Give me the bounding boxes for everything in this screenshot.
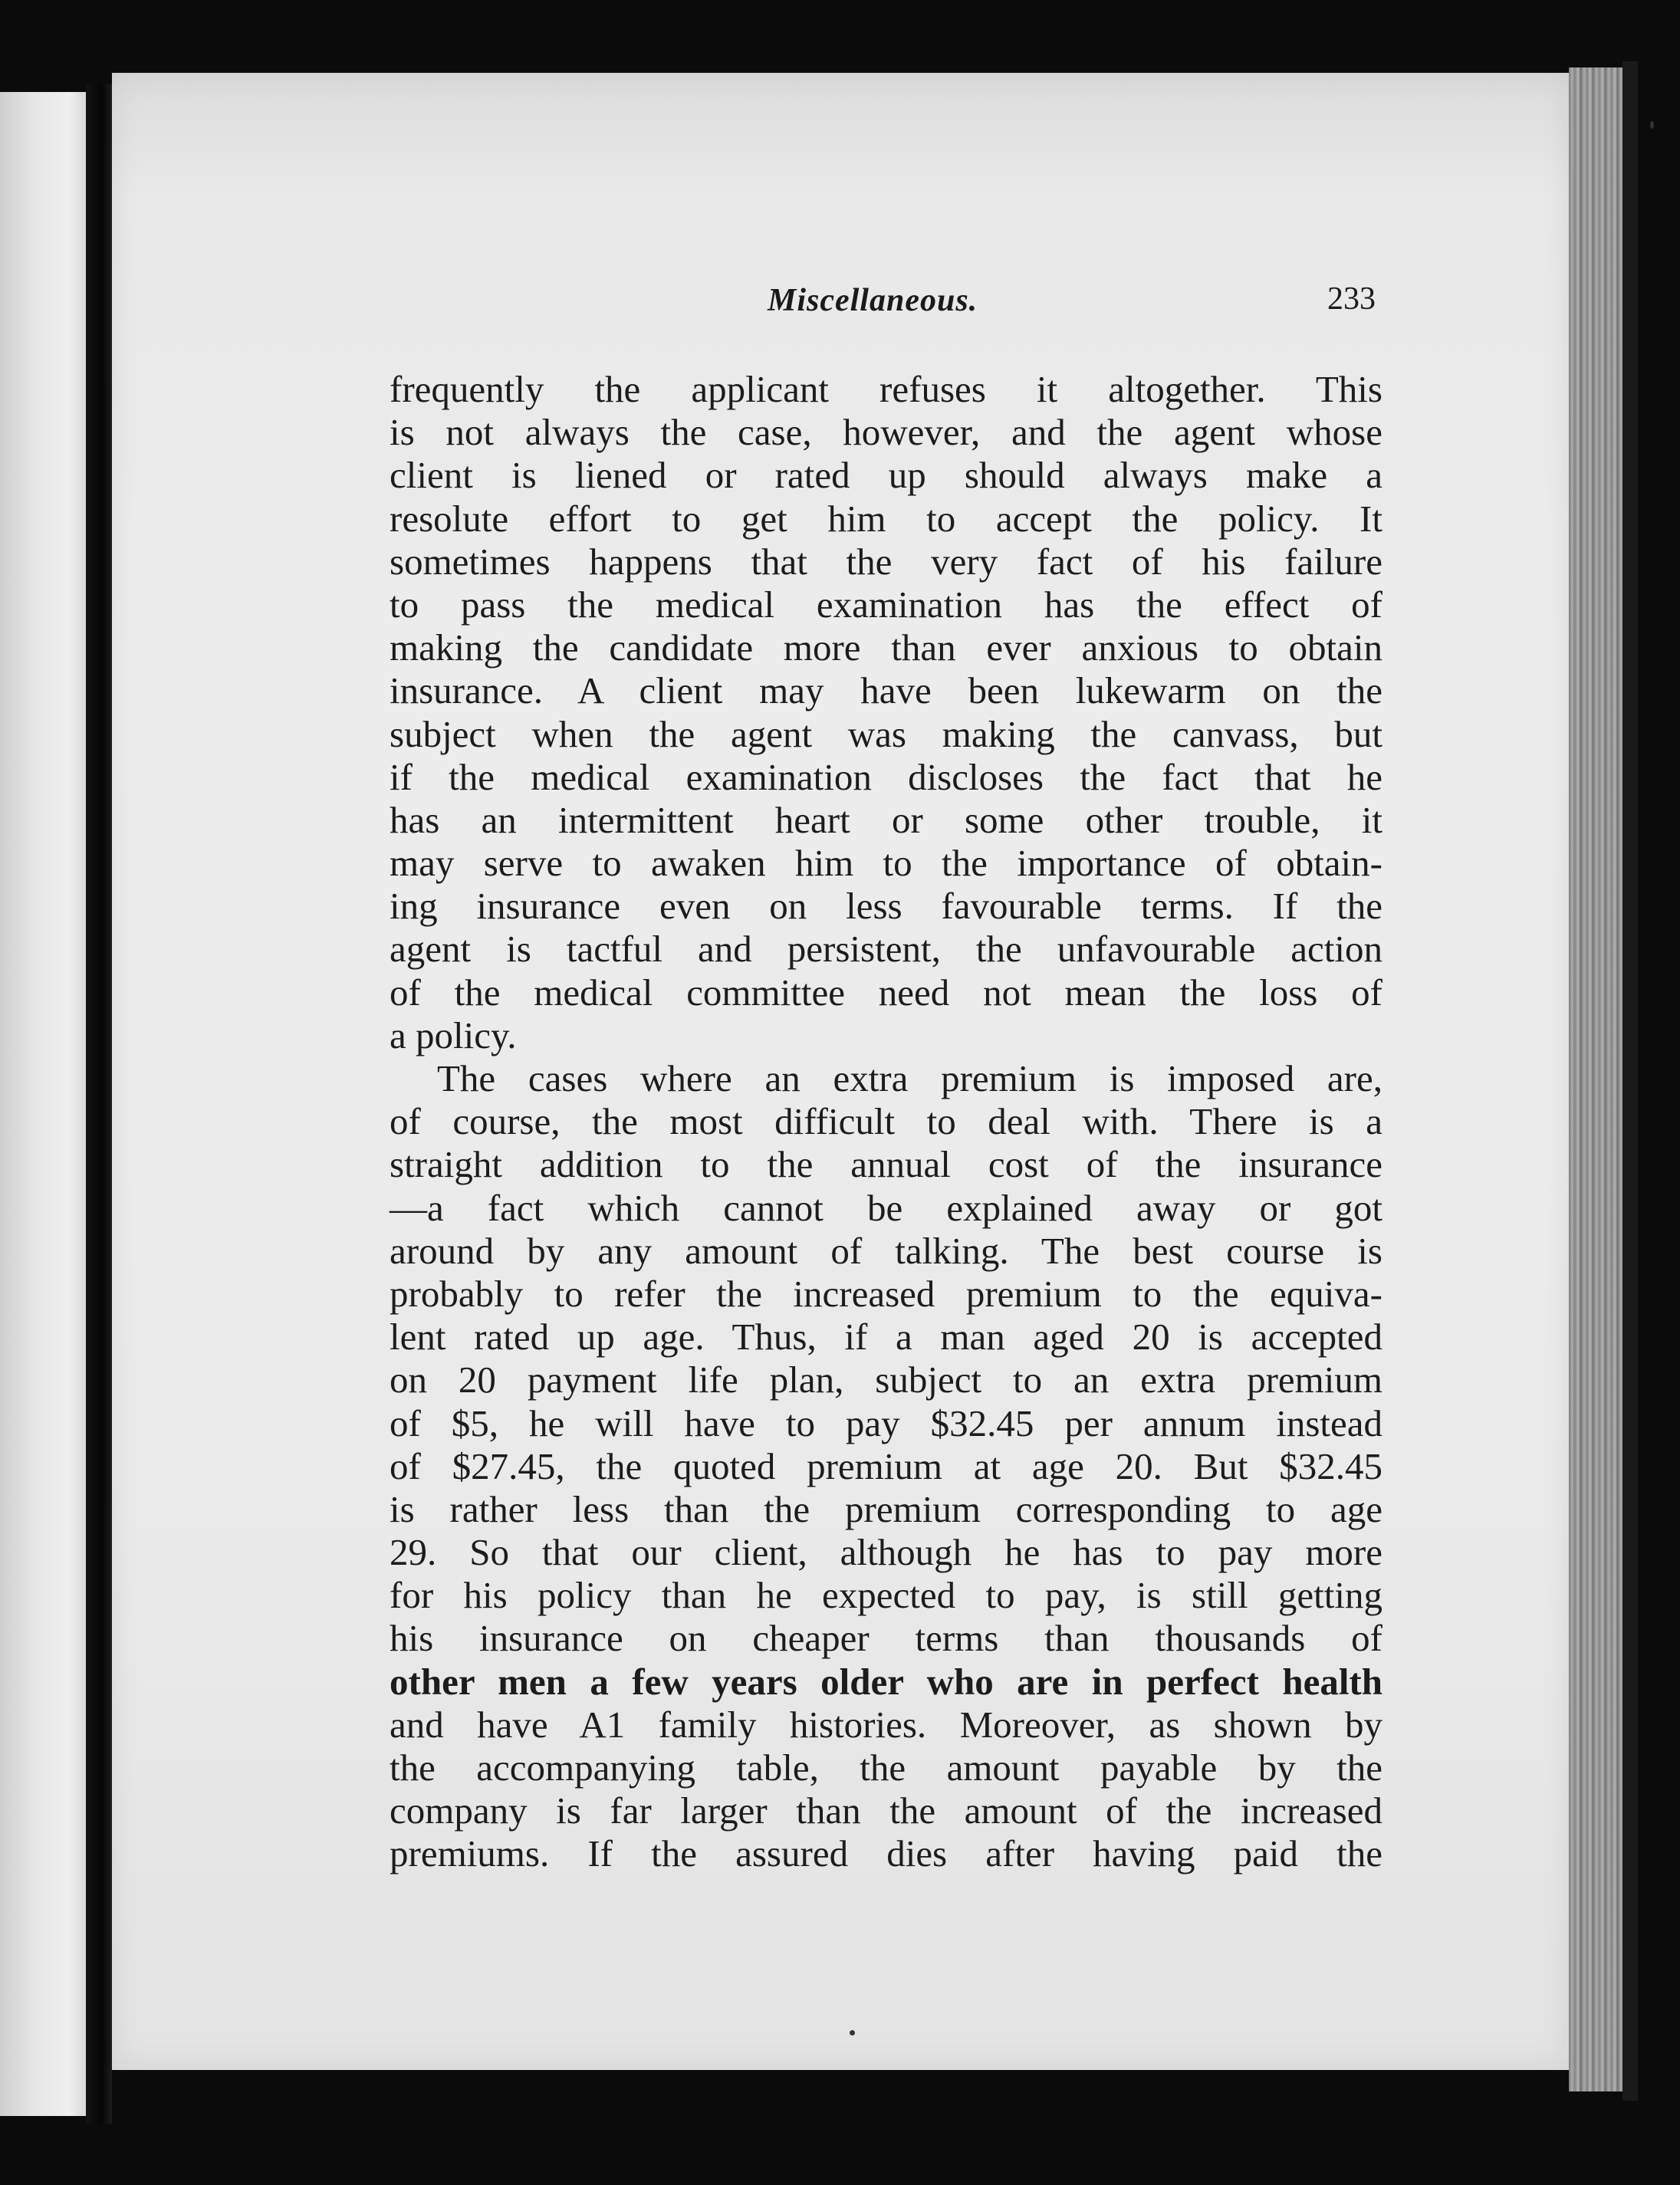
text-line: premiums. If the assured dies after having paid the <box>390 1832 1382 1875</box>
text-line: 29. So that our client, although he has to pay more <box>390 1531 1382 1574</box>
text-line: of course, the most difficult to deal with. There is a <box>390 1100 1382 1143</box>
text-line: probably to refer the increased premium to the equiva- <box>390 1272 1382 1315</box>
text-line: The cases where an extra premium is imposed are, <box>437 1057 1382 1099</box>
facing-page-edge <box>0 92 86 2116</box>
text-line: to pass the medical examination has the effect of <box>390 583 1382 626</box>
text-line: is rather less than the premium corresponding to age <box>390 1487 1382 1530</box>
page-speck <box>1650 121 1654 129</box>
running-head <box>112 282 1569 328</box>
text-line: and have A1 family histories. Moreover, as shown by <box>390 1703 1382 1746</box>
text-line: for his policy than he expected to pay, is still getting <box>390 1574 1382 1617</box>
book-gutter <box>86 84 112 2124</box>
text-line: lent rated up age. Thus, if a man aged 20 is accepted <box>390 1316 1382 1359</box>
text-line: straight addition to the annual cost of the insurance <box>390 1143 1382 1186</box>
text-line: is not always the case, however, and the agent whose <box>390 411 1382 454</box>
text-line: subject when the agent was making the canvass, but <box>390 712 1382 755</box>
text-line: of the medical committee need not mean the loss of <box>390 971 1382 1014</box>
text-line: on 20 payment life plan, subject to an extra premium <box>390 1359 1382 1401</box>
text-line: his insurance on cheaper terms than thousands of <box>390 1617 1382 1660</box>
text-line: resolute effort to get him to accept the policy. It <box>390 497 1382 540</box>
text-line: frequently the applicant refuses it altogether. This <box>390 368 1382 410</box>
text-line: of $5, he will have to pay $32.45 per annum instead <box>390 1401 1382 1444</box>
text-line: agent is tactful and persistent, the unfavourable action <box>390 928 1382 971</box>
text-line: has an intermittent heart or some other trouble, it <box>390 798 1382 841</box>
page-edge-shadow <box>1622 61 1638 2101</box>
text-line: of $27.45, the quoted premium at age 20. But $32.45 <box>390 1444 1382 1487</box>
text-line: making the candidate more than ever anxious to obtain <box>390 626 1382 669</box>
text-line: company is far larger than the amount of the increased <box>390 1789 1382 1832</box>
text-line: ing insurance even on less favourable terms. If the <box>390 885 1382 928</box>
text-line: client is liened or rated up should always make a <box>390 454 1382 497</box>
text-line: if the medical examination discloses the fact that he <box>390 755 1382 798</box>
text-line: insurance. A client may have been lukewarm on the <box>390 669 1382 712</box>
page-speck <box>850 2030 855 2036</box>
text-line: may serve to awaken him to the importance of obtain- <box>390 842 1382 885</box>
page-number: 233 <box>1327 281 1376 317</box>
text-line: the accompanying table, the amount payable by the <box>390 1746 1382 1789</box>
section-title: Miscellaneous. <box>768 283 978 318</box>
text-line: other men a few years older who are in perfect health <box>390 1660 1382 1703</box>
text-line: around by any amount of talking. The best course is <box>390 1229 1382 1272</box>
body-text <box>390 368 1382 1876</box>
text-line: a policy. <box>390 1014 517 1056</box>
page-stack-edge <box>1569 67 1622 2091</box>
text-line: sometimes happens that the very fact of his failure <box>390 540 1382 583</box>
text-line: —a fact which cannot be explained away or got <box>390 1186 1382 1229</box>
